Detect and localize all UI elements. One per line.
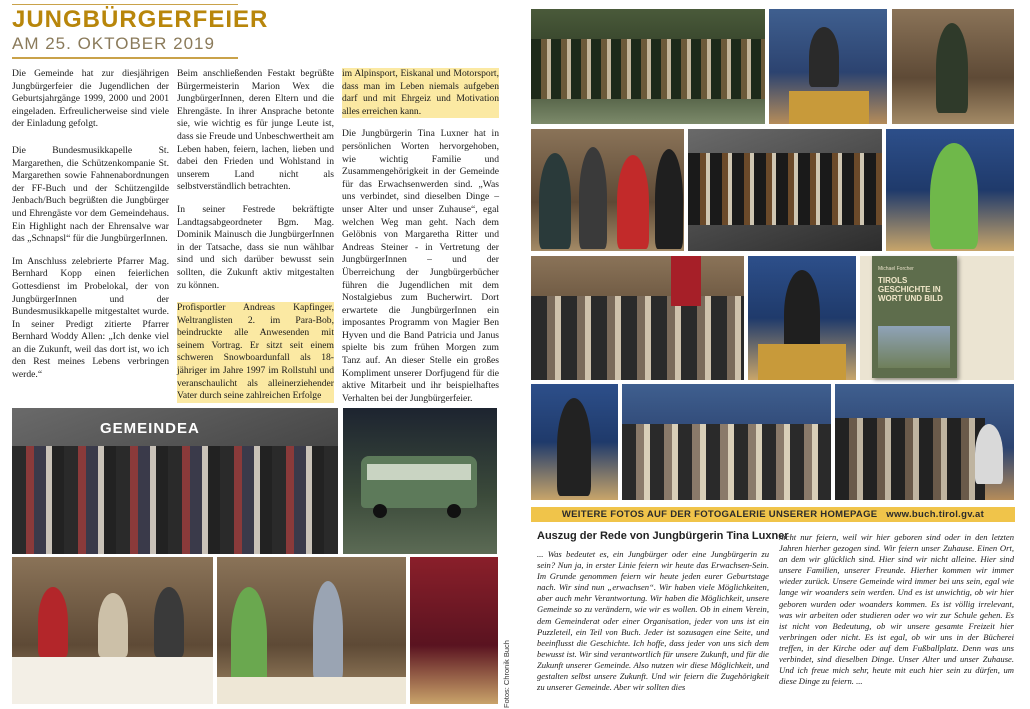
photo-band-march xyxy=(531,9,765,124)
photo-magician xyxy=(892,9,1014,124)
article-column-3 xyxy=(342,68,499,415)
photo-tina-luxner xyxy=(531,384,618,500)
article-paragraph: In seiner Festrede bekräftigte Landtagsabgeordneter Bgm. Mag. Dominik Mainusch die JungbürgerInnen in der Tatsache, dass sie nun wählbar sind und sich darüber bewusst sein sollten, die Zukunft aktiv mitgestalten zu können. xyxy=(177,203,334,291)
article-column-1 xyxy=(12,68,169,392)
title-rule xyxy=(12,57,238,59)
highlighted-paragraph: Profisportler Andreas Kapfinger, Weltranglisten 2. im Para-Bob, beindruckte alle Anwesenden mit seinem Vortrag. Er sitzt seit einem schweren Snowboardunfall als 18-jähriger im Jahre 1997 im Rollstuhl und veranschaulicht als alleinerziehender Vater durch seine zahlreichen Erfolge xyxy=(177,302,334,402)
photo-hall-ceremony xyxy=(622,384,831,500)
photo-credit: Fotos: Chronik Buch xyxy=(502,640,511,708)
speech-left-column: ... Was bedeutet es, ein Jungbürger oder eine Jungbürgerin zu sein? Nun ja, in erster Linie feiern wir heute das Erwachsen-Sein. Im Grunde genommen feiern wir heute jeden eurer Geburtstage nach. Wir sind nun „erwachsen“. Wir haben viele Möglichkeiten, aber auch mehr Verantwortung. Wir haben die Möglichkeit, unsere Gemeinde so zu verändern, wie wir es wollen. Ob in einem Verein, dem Gemeinderat oder einer Organisation, jeder von uns ist ein Puzzleteil, ein Teil von Buch. Jeder ist sozusagen eine Seite, und beeinflusst die Geschichte. Ich hoffe, dass jeder von uns sich dem bewusst ist. Wir sind verantwortlich für unsere Zukunft, und für die Zukunft unserer Gemeinde. Also nutzen wir diese Möglichkeit, und gestalten selbst unsere Zukunft. Und wir feiern die Zugehörigkeit zu unserer Gemeinde. Aber wir sollten dies xyxy=(537,549,769,693)
photo-priest xyxy=(886,129,1014,251)
homepage-link[interactable]: www.buch.tirol.gv.at xyxy=(886,509,985,520)
page-title: JUNGBÜRGERFEIER xyxy=(12,6,269,33)
photo-kapfinger xyxy=(835,384,1014,500)
article-paragraph: Im Anschluss zelebrierte Pfarrer Mag. Bernhard Kopp einen feierlichen Gottesdienst im Probelokal, der von JungbürgerInnen und der Bundesmusikkapelle mitgestaltet wurde. In seiner Predigt zitierte Pfarrer Bernhard Woddy Allen: „Ich denke viel an die Zukunft, weil das dort ist, wo ich den Rest meines Lebens verbringen werde.“ xyxy=(12,255,169,381)
book-author: Michael Forcher xyxy=(878,266,914,272)
photo-honored-guests xyxy=(531,129,684,251)
photo-mayor-speech xyxy=(769,9,887,124)
speech-right-column: nicht nur feiern, weil wir hier geboren sind oder in den letzten Jahren hierher gezogen sind. Wir feiern unser Zuhause. Einen Ort, an dem wir glücklich sind. Hier sind wir nicht alleine. Hier sind unsere Familien, unserer Freunde. Hierher kommen wir immer wieder zurück. Unsere Gemeinde wird immer bei uns sein, egal wie lange wir woanders sein werden. Und es ist unwichtig, ob wir hier geboren wurden oder woanders kommen. Es ist völlig irrelevant, was wir arbeiten oder studieren oder wo wir zur Schule gehen. Es ist nicht von Bedeutung, ob wir unsere gesamte Freizeit hier verbringen oder nicht. Es ist egal, ob wir uns in der Bücherei treffen, in der Kirche oder auf dem Fußballplatz. Denn was uns verbindet, sind dieselben Dinge. Unser Alter und unser Zuhause. Und ich freue mich sehr, heute mit euch hier sein zu dürfen, um diese Dinge zu feiern. ... xyxy=(779,532,1014,687)
photo-group-jungbuerger xyxy=(12,408,338,554)
article-paragraph: Die Gemeinde hat zur diesjährigen Jungbürgerfeier die Jugendlichen der Geburtsjahrgänge 1999, 2000 und 2001 eingeladen. Erfreulicherweise sind viele der Einladung gefolgt. xyxy=(12,68,169,130)
article-column-2 xyxy=(177,68,334,413)
photo-speaker-mainusch xyxy=(748,256,856,380)
photo-nostalgia-bus xyxy=(343,408,497,554)
photo-table-guests xyxy=(12,557,213,704)
photo-church-service xyxy=(217,557,406,704)
book-cover xyxy=(872,256,957,378)
page-subtitle: AM 25. OKTOBER 2019 xyxy=(12,34,215,53)
banner-text: WEITERE FOTOS AUF DER FOTOGALERIE UNSERER HOMEPAGE xyxy=(561,509,878,520)
article-paragraph: Die Jungbürgerin Tina Luxner hat in persönlichen Worten hervorgehoben, wie wichtig Familie und Zusammengehörigkeit in der Gemeinde für das Erwachsenwerden sind. „Was uns verbindet, sind dieselben Dinge – unser Alter und unser Zuhause“, egal welchen Weg man geht. Nach dem Gelöbnis von Margaretha Ritter und Andreas Steiner - in Vertretung der JungbürgerInnen – und der Überreichung der Jungbürgerbücher führen die Jugendlichen mit dem Nostalgiebus zum Bucherwirt. Dort erwartete die JungbürgerInnen ein imposantes Programm von Magier Ben Hyven und die Band Patricia und Janus spielte bis zum frühen Morgen zum Tanz auf. An dieser Stelle ein großes Kompliment unserer Dorfjugend für die aktive Mitarbeit und ihr beispielhaftes Verhalten bei der Jungbürgerfeier. xyxy=(342,128,499,404)
photo-band-poster xyxy=(410,557,498,704)
photo-schuetzen-salute xyxy=(688,129,882,251)
speech-heading: Auszug der Rede von Jungbürgerin Tina Luxner xyxy=(537,530,789,542)
article-paragraph: Die Bundesmusikkapelle St. Margarethen, die Schützenkompanie St. Margarethen sowie Fahnenabordnungen der FF-Buch und der Schützengilde Jenbach/Buch begrüßten die Jungbürger und Ehrengäste vor dem Gemeindehaus. Ein Highlight nach der Ehrensalve war das „Schnapsl“ für die JungbürgerInnen. xyxy=(12,144,169,245)
highlighted-paragraph: im Alpinsport, Eiskanal und Motorsport, dass man im Leben niemals aufgeben darf und mit Ehrgeiz und Motivation alles erreichen kann. xyxy=(342,68,499,117)
photo-audience xyxy=(531,256,744,380)
title-top-rule xyxy=(12,4,238,5)
article-paragraph: Beim anschließenden Festakt begrüßte Bürgermeisterin Marion Wex die JungbürgerInnen, deren Eltern und die Ehrengäste. In ihrer Ansprache betonte sie, wie wichtig es für junge Leute ist, dass sie Freude und Unbeschwertheit am Leben haben, feiern, lachen, lieben und dabei den Frieden und Wohlstand in unserem Land nicht als selbstverständlich betrachten. xyxy=(177,68,334,193)
book-title: TIROLS GESCHICHTE IN WORT UND BILD xyxy=(878,276,943,303)
homepage-banner xyxy=(531,507,1015,522)
photo-sign-text: GEMEINDEA xyxy=(100,420,200,437)
